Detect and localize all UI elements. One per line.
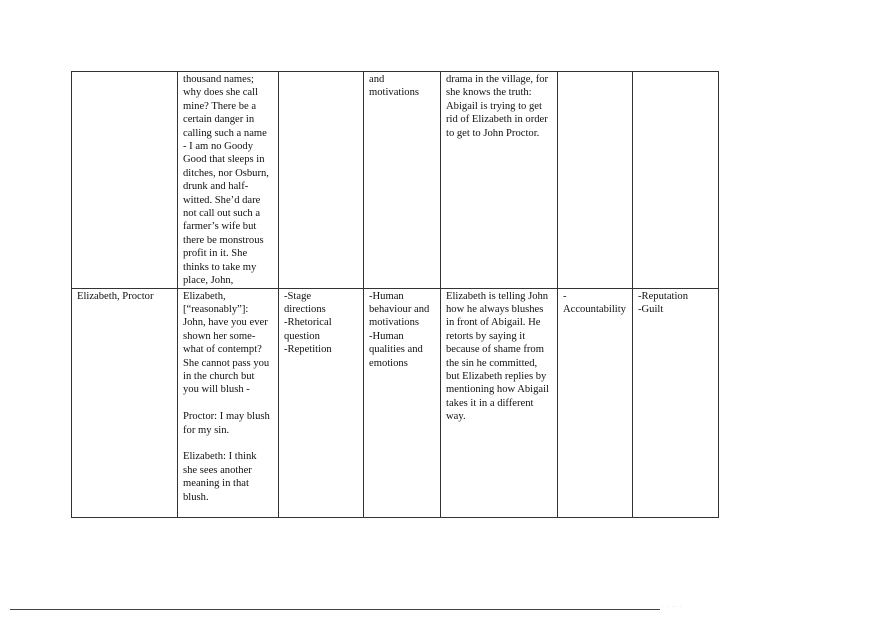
table-cell-technique: -Stage directions -Rhetorical question -Repetition xyxy=(279,288,364,517)
table-cell-theme: -Human behaviour and motivations -Human qualities and emotions xyxy=(364,288,441,517)
analysis-table xyxy=(71,71,719,518)
footer-divider xyxy=(10,609,660,610)
table-cell-concept xyxy=(633,72,719,289)
table-cell-theme: and motivations xyxy=(364,72,441,289)
table-row xyxy=(72,288,719,517)
table-cell-technique xyxy=(279,72,364,289)
table-cell-character: Elizabeth, Proctor xyxy=(72,288,178,517)
table-cell-quotation: Elizabeth, [“reasonably”]: John, have you ever shown her some- what of contempt? She cannot pass you in the church but you will blush - Proctor: I may blush for my sin. Elizabeth: I think she sees another meaning in that blush. xyxy=(178,288,279,517)
footer-mark: · · ·· · xyxy=(662,604,683,610)
table-row xyxy=(72,72,719,289)
document-table-container xyxy=(71,71,719,518)
table-cell-concept: -Reputation -Guilt xyxy=(633,288,719,517)
table-cell-character xyxy=(72,72,178,289)
table-cell-analysis: Elizabeth is telling John how he always blushes in front of Abigail. He retorts by saying it because of shame from the sin he committed, but Elizabeth replies by mentioning how Abigail takes it in a different way. xyxy=(441,288,558,517)
table-cell-quotation: thousand names; why does she call mine? There be a certain danger in calling such a name - I am no Goody Good that sleeps in ditches, nor Osburn, drunk and half- witted. She’d dare not call out such a farmer’s wife but there be monstrous profit in it. She thinks to take my place, John, xyxy=(178,72,279,289)
table-cell-value: - Accountability xyxy=(558,288,633,517)
table-cell-value xyxy=(558,72,633,289)
table-cell-analysis: drama in the village, for she knows the truth: Abigail is trying to get rid of Elizabeth in order to get to John Proctor. xyxy=(441,72,558,289)
